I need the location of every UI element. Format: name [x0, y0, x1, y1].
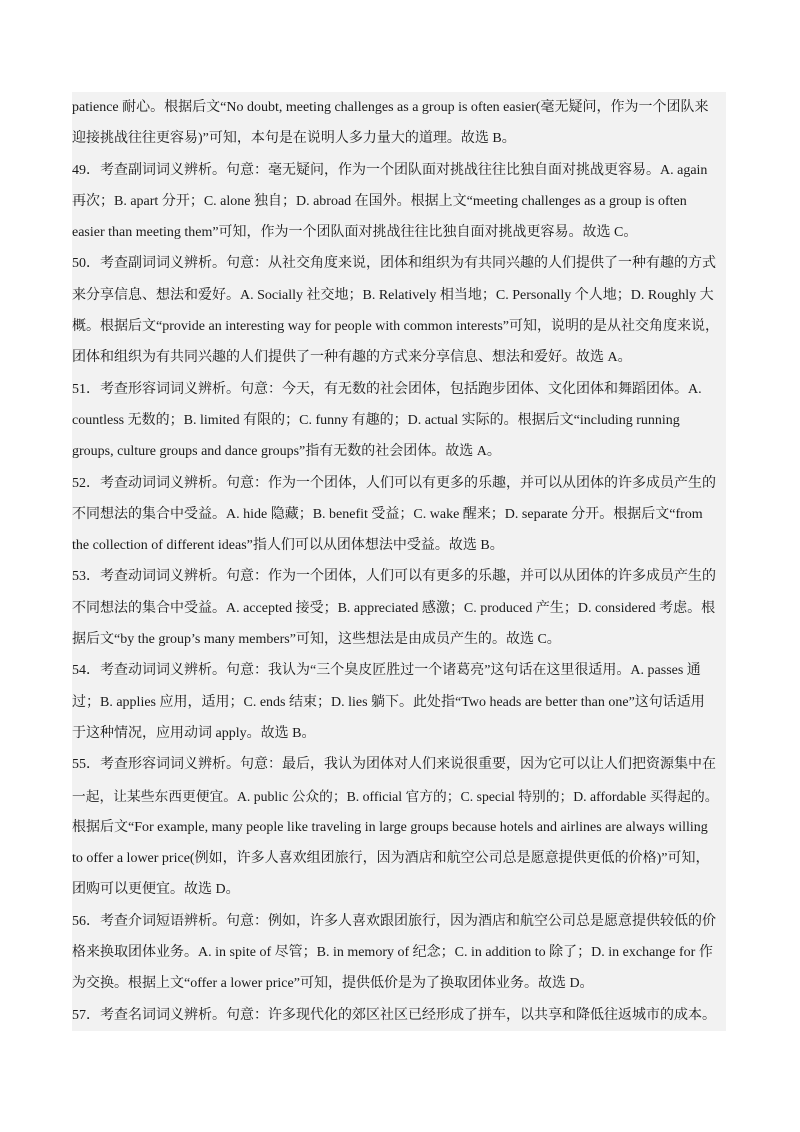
text-line: to offer a lower price(例如，许多人喜欢组团旅行，因为酒店和航空公司总是愿意提供更低的价格)”可知， [72, 843, 726, 874]
text-line: 据后文“by the group’s many members”可知，这些想法是由成员产生的。故选 C。 [72, 624, 726, 655]
text-line: 概。根据后文“provide an interesting way for people with common interests”可知，说明的是从社交角度来说， [72, 311, 726, 342]
text-line: 49．考查副词词义辨析。句意：毫无疑问，作为一个团队面对挑战往往比独自面对挑战更容易。A. again [72, 155, 726, 186]
text-line: 团体和组织为有共同兴趣的人们提供了一种有趣的方式来分享信息、想法和爱好。故选 A。 [72, 342, 726, 373]
text-line: patience 耐心。根据后文“No doubt, meeting challenges as a group is often easier(毫无疑问，作为一个团队来 [72, 92, 726, 123]
text-line: countless 无数的；B. limited 有限的；C. funny 有趣的；D. actual 实际的。根据后文“including running [72, 405, 726, 436]
text-line: 56．考查介词短语辨析。句意：例如，许多人喜欢跟团旅行，因为酒店和航空公司总是愿意提供较低的价 [72, 906, 726, 937]
text-line: 于这种情况，应用动词 apply。故选 B。 [72, 718, 726, 749]
text-line: 一起，让某些东西更便宜。A. public 公众的；B. official 官方的；C. special 特别的；D. affordable 买得起的。 [72, 781, 726, 812]
text-line: 50．考查副词词义辨析。句意：从社交角度来说，团体和组织为有共同兴趣的人们提供了一种有趣的方式 [72, 248, 726, 279]
text-line: 51．考查形容词词义辨析。句意：今天，有无数的社会团体，包括跑步团体、文化团体和舞蹈团体。A. [72, 374, 726, 405]
text-line: 为交换。根据上文“offer a lower price”可知，提供低价是为了换取团体业务。故选 D。 [72, 968, 726, 999]
text-line: easier than meeting them”可知，作为一个团队面对挑战往往比独自面对挑战更容易。故选 C。 [72, 217, 726, 248]
text-line: 57．考查名词词义辨析。句意：许多现代化的郊区社区已经形成了拼车，以共享和降低往返城市的成本。 [72, 1000, 726, 1031]
text-line: 来分享信息、想法和爱好。A. Socially 社交地；B. Relatively 相当地；C. Personally 个人地；D. Roughly 大 [72, 280, 726, 311]
text-line: 不同想法的集合中受益。A. hide 隐藏；B. benefit 受益；C. wake 醒来；D. separate 分开。根据后文“from [72, 499, 726, 530]
text-line: 迎接挑战往往更容易)”可知，本句是在说明人多力量大的道理。故选 B。 [72, 123, 726, 154]
text-line: 54．考查动词词义辨析。句意：我认为“三个臭皮匠胜过一个诸葛亮”这句话在这里很适用。A. passes 通 [72, 655, 726, 686]
text-line: groups, culture groups and dance groups”指有无数的社会团体。故选 A。 [72, 436, 726, 467]
text-line: 过；B. applies 应用，适用；C. ends 结束；D. lies 躺下。此处指“Two heads are better than one”这句话适用 [72, 687, 726, 718]
text-line: the collection of different ideas”指人们可以从团体想法中受益。故选 B。 [72, 530, 726, 561]
answer-explanations [72, 92, 726, 1031]
text-line: 53．考查动词词义辨析。句意：作为一个团体，人们可以有更多的乐趣，并可以从团体的许多成员产生的 [72, 561, 726, 592]
text-line: 再次；B. apart 分开；C. alone 独自；D. abroad 在国外。根据上文“meeting challenges as a group is often [72, 186, 726, 217]
text-line: 不同想法的集合中受益。A. accepted 接受；B. appreciated 感激；C. produced 产生；D. considered 考虑。根 [72, 593, 726, 624]
text-line: 格来换取团体业务。A. in spite of 尽管；B. in memory of 纪念；C. in addition to 除了；D. in exchange for 作 [72, 937, 726, 968]
text-line: 52．考查动词词义辨析。句意：作为一个团体，人们可以有更多的乐趣，并可以从团体的许多成员产生的 [72, 468, 726, 499]
text-line: 团购可以更便宜。故选 D。 [72, 874, 726, 905]
text-line: 根据后文“For example, many people like traveling in large groups because hotels and airlines are always willing [72, 812, 726, 843]
text-line: 55．考查形容词词义辨析。句意：最后，我认为团体对人们来说很重要，因为它可以让人们把资源集中在 [72, 749, 726, 780]
